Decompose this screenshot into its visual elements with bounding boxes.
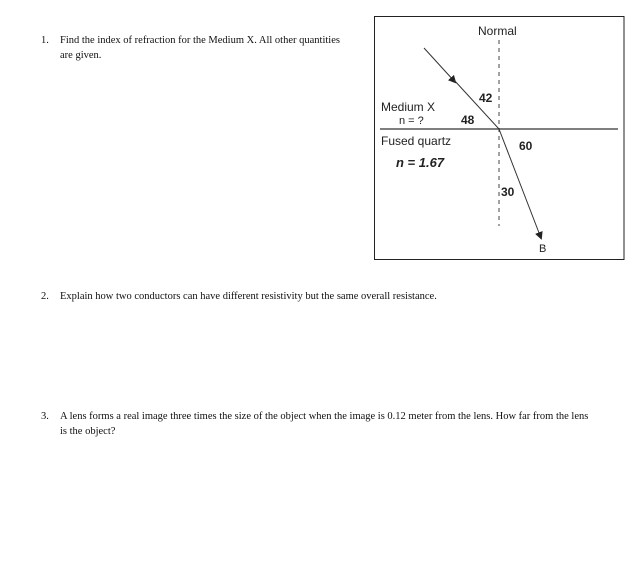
medium-x-label: Medium X — [381, 100, 436, 114]
question-1-text: Find the index of refraction for the Medium X. All other quantities are given. — [60, 35, 340, 61]
refraction-diagram — [374, 16, 625, 260]
medium-x-index: n = ? — [399, 115, 424, 127]
angle-60-label: 60 — [519, 139, 533, 153]
question-2-number: 2. — [41, 291, 49, 302]
normal-label: Normal — [478, 24, 517, 38]
question-1-number: 1. — [41, 35, 49, 46]
fused-quartz-index: n = 1.67 — [396, 155, 445, 170]
question-2-text: Explain how two conductors can have different resistivity but the same overall resistance. — [60, 291, 437, 302]
angle-42-label: 42 — [479, 91, 493, 105]
question-3-number: 3. — [41, 411, 49, 422]
question-3-text: A lens forms a real image three times the size of the object when the image is 0.12 meter from the lens. How far from the lens is the object? — [60, 411, 589, 437]
angle-30-label: 30 — [501, 185, 515, 199]
angle-48-label: 48 — [461, 113, 475, 127]
incident-ray — [424, 48, 455, 82]
point-b-label: B — [539, 243, 547, 255]
fused-quartz-label: Fused quartz — [381, 134, 452, 148]
